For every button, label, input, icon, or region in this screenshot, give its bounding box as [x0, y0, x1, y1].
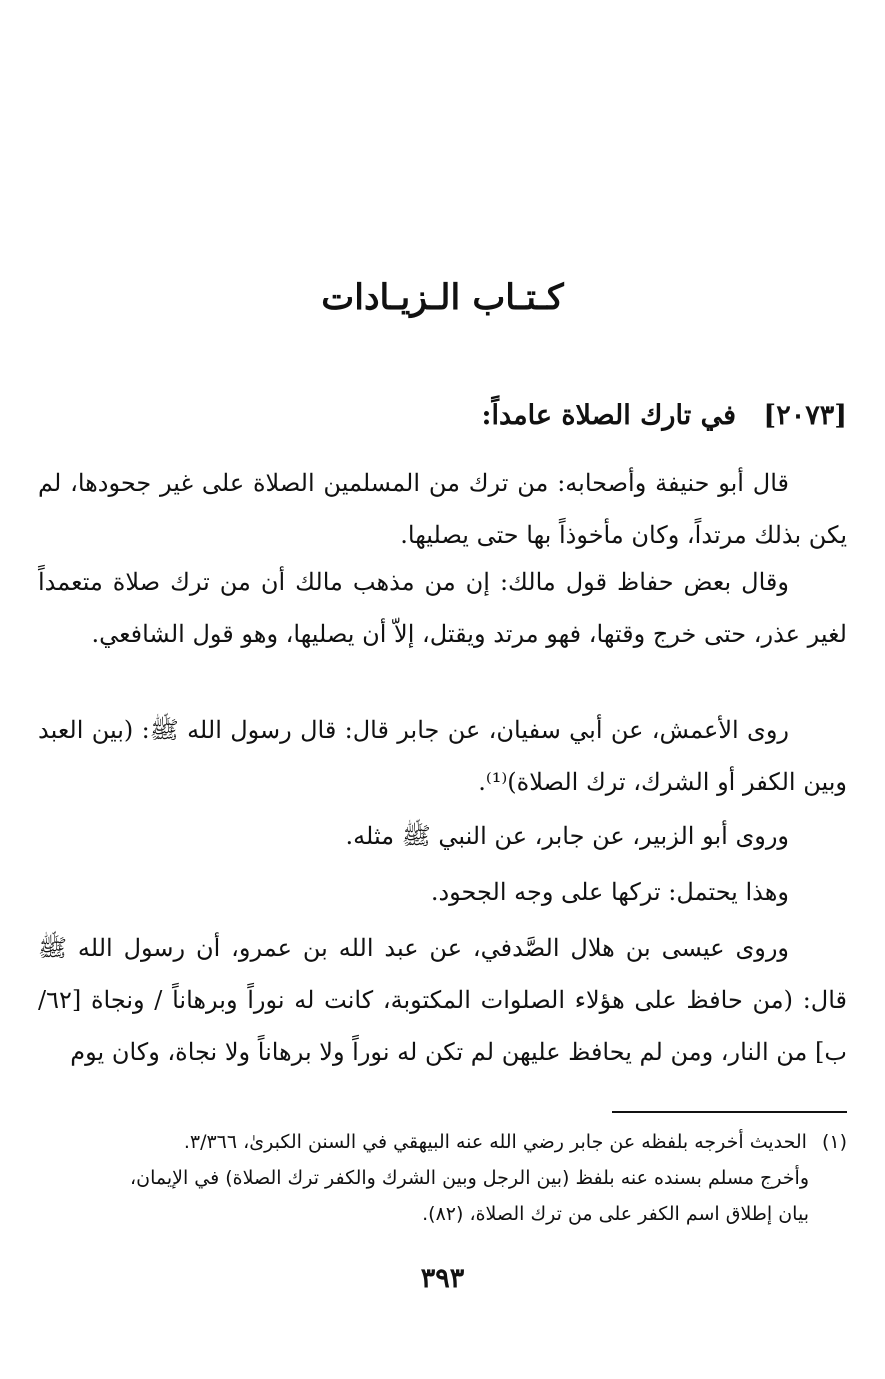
footnote-line: بيان إطلاق اسم الكفر على من ترك الصلاة، (٨٢).	[422, 1203, 809, 1225]
footnote-number: (١)	[821, 1131, 847, 1153]
footnote-divider	[612, 1111, 847, 1113]
paragraph-amash: روى الأعمش، عن أبي سفيان، عن جابر قال: قال رسول الله ﷺ: (بين العبد وبين الكفر أو الشرك، ترك الصلاة)⁽¹⁾.	[38, 716, 847, 796]
paragraph-malik: وقال بعض حفاظ قول مالك: إن من مذهب مالك أن من ترك صلاة متعمداً لغير عذر، حتى خرج وقتها، فهو مرتد ويقتل، إلاّ أن يصليها، وهو قول الشافعي.	[38, 568, 847, 648]
paragraph-isa-ibn-hilal: وروى عيسى بن هلال الصَّدفي، عن عبد الله بن عمرو، أن رسول الله ﷺ قال: (من حافظ على هؤلاء الصلوات المكتوبة، كانت له نوراً وبرهاناً / ونجاة [٦٢/ب] من النار، ومن لم يحافظ عليهن لم تكن له نوراً ولا برهاناً ولا نجاة، وكان يوم	[38, 934, 847, 1066]
paragraph-interpretation: وهذا يحتمل: تركها على وجه الجحود.	[430, 878, 789, 906]
section-heading	[38, 400, 847, 431]
book-title: كـتـاب الـزيـادات	[321, 277, 564, 318]
page-number: ٣٩٣	[420, 1263, 465, 1294]
footnote	[60, 1124, 847, 1232]
footnote-line: الحديث أخرجه بلفظه عن جابر رضي الله عنه البيهقي في السنن الكبرىٰ، ٣/٣٦٦.	[183, 1131, 807, 1153]
paragraph-abu-hanifa: قال أبو حنيفة وأصحابه: من ترك من المسلمين الصلاة على غير جحودها، لم يكن بذلك مرتداً، وكان مأخوذاً بها حتى يصليها.	[38, 469, 847, 549]
section-number: [٢٠٧٣]	[763, 400, 847, 431]
footnote-line: وأخرج مسلم بسنده عنه بلفظ (بين الرجل وبين الشرك والكفر ترك الصلاة) في الإيمان،	[130, 1167, 809, 1189]
section-title: في تارك الصلاة عامداً:	[481, 400, 737, 431]
paragraph-abu-zubair: وروى أبو الزبير، عن جابر، عن النبي ﷺ مثله.	[345, 822, 789, 850]
